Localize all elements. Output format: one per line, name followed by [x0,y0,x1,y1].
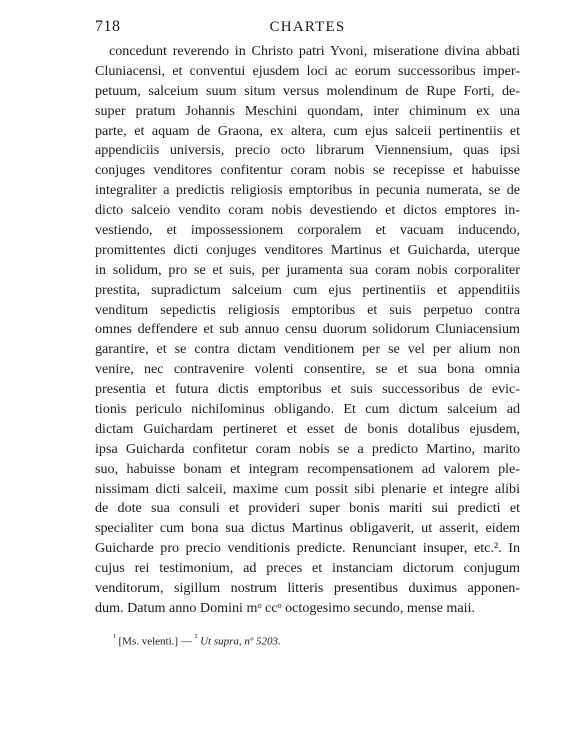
footnote-marker: ² [194,632,198,642]
page-header [95,18,520,42]
text-line: venditorum, sigillum nostrum litteris presentibus duximus apponen- [95,580,520,597]
text-line: vestiendo, et impossessionem corporalem et vacuam inducendo, [95,222,520,239]
text-line: in solidum, pro se et suis, per juramenta sua coram nobis corporaliter [95,261,520,278]
footnote-2-text: Ut supra, nº 5203. [200,635,281,648]
text-line: appendiciis universis, precio octo librarum Viennensium, quas ipsi [95,142,520,159]
text-line: tionis periculo nichilominus obligando. Et cum dictum salceium ad [95,401,520,418]
page-number: 718 [95,18,121,35]
text-line: parte, et aquam de Graona, ex altera, cum ejus salceii pertinentiis et [95,122,520,139]
text-line: Cluniacensi, et conventui ejusdem loci ac eorum successoribus imper- [95,62,520,79]
text-line: integraliter a predictis religiosis emptoribus in pecunia numerata, se de [95,182,520,199]
text-line: super pratum Johannis Meschini quondam, inter chiminum ex una [95,102,520,119]
text-line: suo, habuisse bonam et integram recompensationem ad valorem ple- [95,460,520,477]
text-line: ipsa Guicharda confitetur coram nobis se a predicto Martino, marito [95,440,520,457]
running-title: CHARTES [269,19,346,35]
text-line: venditum sepedictis religiosis emptoribus et suis perpetuo contra [95,301,520,318]
text-line: dictam Guichardam pertineret et esset de bonis dotalibus ejusdem, [95,420,520,437]
text-line: nissimam dicti salceii, maxime cum possit sibi plenarie et integre alibi [95,480,520,497]
text-line: concedunt reverendo in Christo patri Yvoni, miseratione divina abbati [109,43,520,59]
text-line: venire, nec contravenire volenti consentire, se et sua bona omnia [95,361,520,378]
footnote-separator: — [180,635,192,648]
footnote-marker: ¹ [113,632,116,642]
footnote-1-text: [Ms. velenti.] [118,635,179,648]
text-line: petuum, salceium suum situm versus molendinum de Rupe Forti, de- [95,82,520,99]
text-line: dum. Datum anno Domini mᵒ ccᵒ octogesimo secundo, mense maii. [95,599,475,616]
text-line: prestita, supradictum salceium cum ejus pertinentiis et appenditiis [95,281,520,298]
text-line: specialiter cum bona sua dictus Martinus obligaverit, ut asserit, eidem [95,520,520,537]
text-line: garantire, et se contra dictam venditionem per se vel per alium non [95,341,520,358]
text-line: cujus rei testimonium, ad preces et instanciam dictorum conjugum [95,560,520,577]
text-line: promittentes dicti conjuges venditores Martinus et Guicharda, uterque [95,241,520,258]
text-line: Guicharde pro precio venditionis predicte. Renunciant insuper, etc.². In [95,540,520,557]
text-line: conjuges venditores confitentur coram nobis se recepisse et habuisse [95,162,520,179]
charter-text [95,42,520,619]
text-line: omnes deffendere et sub annuo censu duorum solidorum Cluniacensium [95,321,520,338]
text-line: dicto salceio vendito coram nobis devestiendo et dictos emptores in- [95,202,520,219]
text-line: presentia et futura dictis emptoribus et suis successoribus de evic- [95,381,520,398]
text-line: de dote sua consuli et provideri super bonis mariti sui predicti et [95,500,520,517]
footnotes [113,630,513,649]
